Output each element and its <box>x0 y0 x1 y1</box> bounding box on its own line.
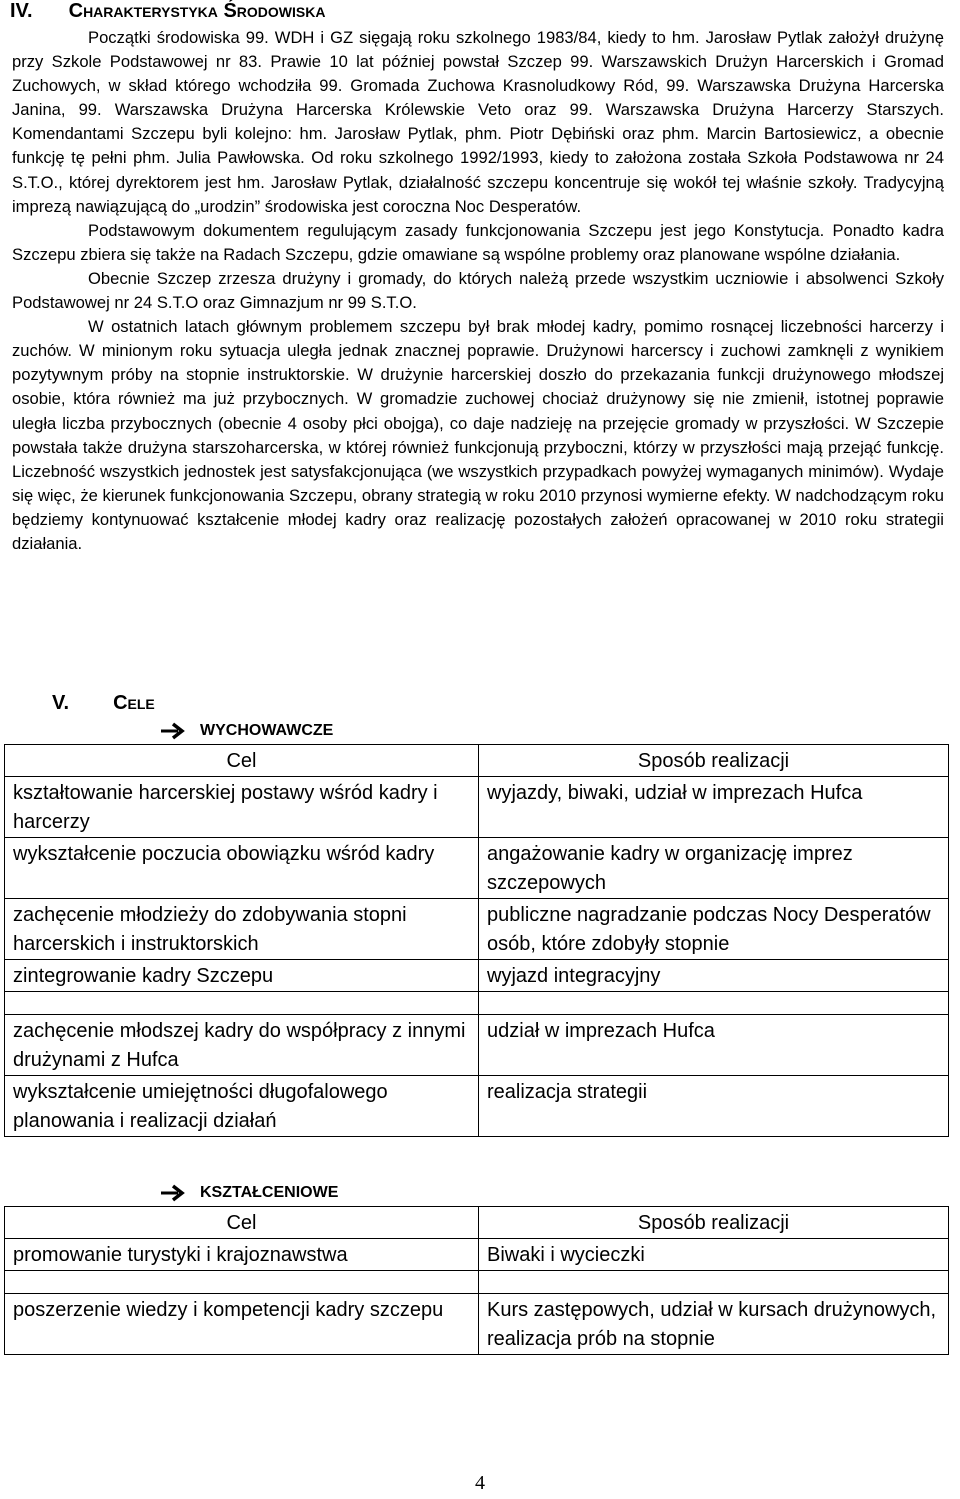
paragraph: W ostatnich latach głównym problemem szczepu był brak młodej kadry, pomimo rosnącej liczebności harcerzy i zuchów. W minionym roku sytuacja uległa jednak znacznej poprawie. Drużynowi harcerscy i zuchowi zamknęli z wynikiem pozytywnym próby na stopnie instruktorskie. W drużynie harcerskiej doszło do przekazania funkcji drużynowego młodszej osobie, która również ma już przybocznych. W gromadzie zuchowej chociaż drużynowy się nie zmienił, istotnej poprawie uległa liczba przybocznych (obecnie 4 osoby płci obojga), co daje nadzieję na przejęcie gromady w przyszłości. W Szczepie powstała także drużyna starszoharcerska, w której również funkcjonują przyboczni, którzy w przyszłości mają przejąć funkcję. Liczebność wszystkich jednostek jest satysfakcjonująca (we wszystkich przypadkach powyżej wymaganych minimów). Wydaje się więc, że kierunek funkcjonowania Szczepu, obrany strategią w roku 2010 przynosi wymierne efekty. W nadchodzącym roku będziemy kontynuować kształcenie młodej kadry oraz realizację pozostałych założeń opracowanej w 2010 roku strategii działania. <box>12 317 944 553</box>
goal-cell: zintegrowanie kadry Szczepu <box>5 960 479 992</box>
table-spacer-row <box>5 992 949 1015</box>
section-4-title: Charakterystyka Środowiska <box>68 0 326 22</box>
table-row <box>5 960 949 992</box>
goal-cell: zachęcenie młodszej kadry do współpracy z innymi drużynami z Hufca <box>5 1015 479 1076</box>
ksztalceniowe-label: KSZTAŁCENIOWE <box>200 1184 339 1201</box>
paragraph: Początki środowiska 99. WDH i GZ sięgają roku szkolnego 1983/84, kiedy to hm. Jarosław Pytlak założył drużynę przy Szkole Podstawowej nr 83. Prawie 10 lat później powstał Szczep 99. Warszawskich Drużyn Harcerskich i Gromad Zuchowych, w skład którego wchodziła 99. Gromada Zuchowa Krasnoludkowy Ród, 99. Warszawska Drużyna Harcerska Janina, 99. Warszawska Drużyna Harcerska Królewskie Veto oraz 99. Warszawska Drużyna Harcerzy Starszych. Komendantami Szczepu byli kolejno: hm. Jarosław Pytlak, phm. Piotr Dębiński oraz phm. Marcin Bartosiewicz, a obecnie funkcję tę pełni phm. Julia Pawłowska. Od roku szkolnego 1992/1993, kiedy to założona została Szkoła Podstawowa nr 24 S.T.O., której dyrektorem jest hm. Jarosław Pytlak, działalność szczepu koncentruje się wokół tej właśnie szkoły. Tradycyjną imprezą nawiązującą do „urodzin” środowiska jest coroczna Noc Desperatów. <box>12 28 944 216</box>
method-cell: publiczne nagradzanie podczas Nocy Desperatów osób, które zdobyły stopnie <box>479 899 949 960</box>
table-row <box>5 1294 949 1355</box>
method-cell: wyjazd integracyjny <box>479 960 949 992</box>
wychowawcze-heading <box>160 722 333 740</box>
ksztalceniowe-table <box>4 1206 949 1355</box>
table-spacer-row <box>5 1271 949 1294</box>
method-cell: Biwaki i wycieczki <box>479 1239 949 1271</box>
ksztalceniowe-heading <box>160 1184 338 1202</box>
col-header-method: Sposób realizacji <box>479 745 949 777</box>
section-5-heading <box>52 692 155 715</box>
goal-cell: promowanie turystyki i krajoznawstwa <box>5 1239 479 1271</box>
goal-cell: poszerzenie wiedzy i kompetencji kadry szczepu <box>5 1294 479 1355</box>
wychowawcze-label: WYCHOWAWCZE <box>200 722 334 739</box>
section-5-title: Cele <box>113 692 155 714</box>
method-cell: wyjazdy, biwaki, udział w imprezach Hufca <box>479 777 949 838</box>
goal-cell: wykształcenie umiejętności długofalowego planowania i realizacji działań <box>5 1076 479 1137</box>
method-cell: realizacja strategii <box>479 1076 949 1137</box>
table-header-row <box>5 745 949 777</box>
section-4-heading <box>10 0 325 23</box>
table-row <box>5 777 949 838</box>
method-cell: Kurs zastępowych, udział w kursach drużynowych, realizacja prób na stopnie <box>479 1294 949 1355</box>
col-header-goal: Cel <box>5 745 479 777</box>
arrow-right-icon <box>160 722 186 740</box>
wychowawcze-table <box>4 744 949 1137</box>
arrow-right-icon <box>160 1184 186 1202</box>
table-row <box>5 1239 949 1271</box>
paragraph: Podstawowym dokumentem regulującym zasady funkcjonowania Szczepu jest jego Konstytucja. Ponadto kadra Szczepu zbiera się także na Radach Szczepu, gdzie omawiane są wspólne problemy oraz planowane wspólne działania. <box>12 220 944 264</box>
table-row <box>5 1076 949 1137</box>
goal-cell: wykształcenie poczucia obowiązku wśród kadry <box>5 838 479 899</box>
table-row <box>5 1015 949 1076</box>
table-row <box>5 838 949 899</box>
method-cell: angażowanie kadry w organizację imprez szczepowych <box>479 838 949 899</box>
goal-cell: zachęcenie młodzieży do zdobywania stopni harcerskich i instruktorskich <box>5 899 479 960</box>
paragraph: Obecnie Szczep zrzesza drużyny i gromady, do których należą przede wszystkim uczniowie i absolwenci Szkoły Podstawowej nr 24 S.T.O oraz Gimnazjum nr 99 S.T.O. <box>12 268 944 313</box>
section-4-number: IV. <box>10 0 33 22</box>
col-header-goal: Cel <box>5 1207 479 1239</box>
table-row <box>5 899 949 960</box>
method-cell: udział w imprezach Hufca <box>479 1015 949 1076</box>
section-5-number: V. <box>52 692 70 714</box>
section-4-body <box>12 26 944 556</box>
goal-cell: kształtowanie harcerskiej postawy wśród kadry i harcerzy <box>5 777 479 838</box>
page-number: 4 <box>475 1472 485 1494</box>
table-header-row <box>5 1207 949 1239</box>
col-header-method: Sposób realizacji <box>479 1207 949 1239</box>
